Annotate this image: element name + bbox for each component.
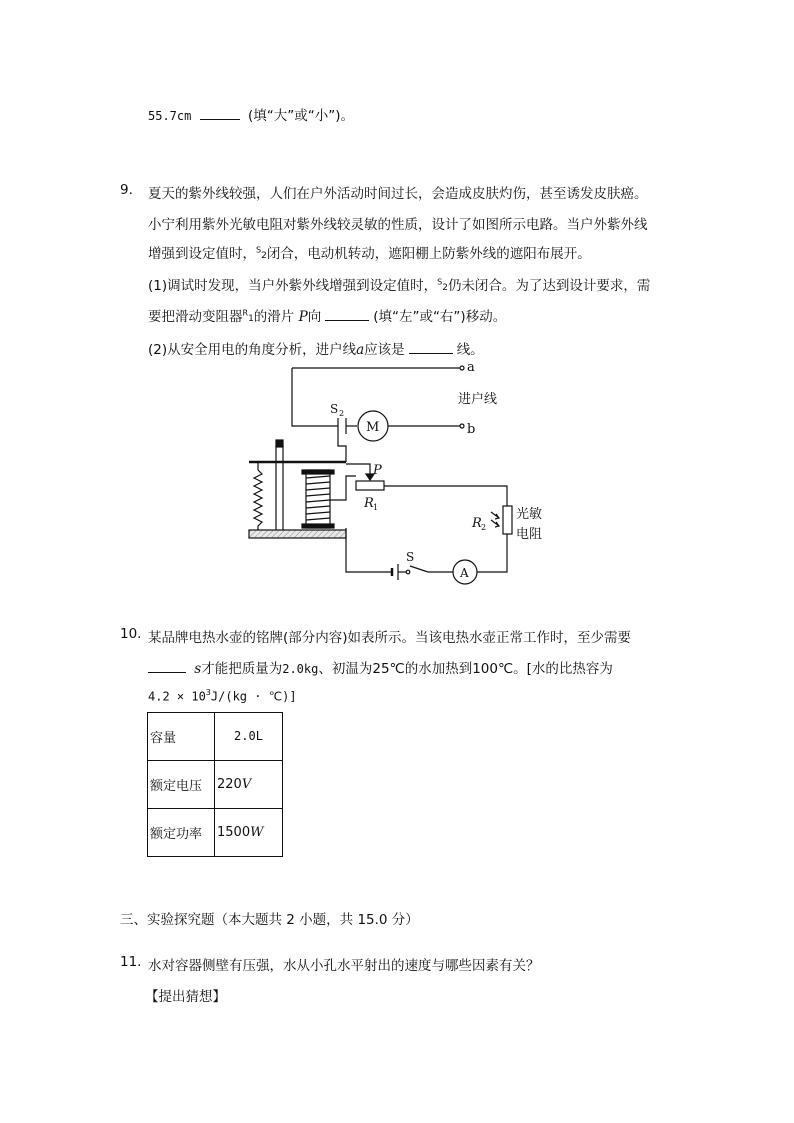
q9-number: 9. (120, 182, 133, 198)
label-s2-sub: 2 (339, 409, 345, 418)
table-value: 220V (215, 761, 283, 809)
q10-line1: 某品牌电热水壶的铭牌(部分内容)如表所示。当该电热水壶正常工作时，至少需要 (148, 630, 632, 646)
terminal-b (460, 424, 464, 428)
label-ammeter: A (460, 566, 469, 580)
label-b: b (467, 422, 476, 437)
q10-mass: 2.0kg (282, 662, 319, 676)
q9-p-symbol: P (298, 309, 308, 325)
q9-line3-pre: 增强到设定值时， (148, 246, 256, 262)
table-key: 容量 (148, 713, 215, 761)
q10-answer-blank[interactable] (148, 660, 186, 673)
terminal-a (460, 366, 464, 370)
label-photo-1: 光敏 (516, 507, 543, 522)
q9-sub1b-post: (填“左”或“右”)移动。 (373, 309, 507, 325)
label-photo-2: 电阻 (516, 527, 543, 542)
label-inlet: 进户线 (458, 392, 498, 407)
q8-value: 55.7cm (148, 109, 192, 123)
q10-c-value: 4.2 × 10 (148, 689, 206, 704)
q10-unit-s: s (194, 661, 202, 677)
q9-r1-sub: 1 (248, 314, 254, 324)
q9-line3-post: 闭合，电动机转动，遮阳棚上防紫外线的遮阳布展开。 (266, 246, 591, 262)
table-row (148, 761, 283, 809)
label-s: S (406, 550, 415, 564)
q10-line3 (148, 688, 297, 705)
q10-line2 (148, 657, 613, 677)
q9-line2: 小宁利用紫外光敏电阻对紫外线较灵敏的性质，设计了如图所示电路。当户外紫外线 (148, 217, 648, 233)
q10-c-exp: 3 (205, 688, 211, 697)
label-r1: R (364, 496, 374, 511)
r1-resistor (356, 481, 384, 490)
label-r2: R (472, 516, 482, 531)
r2-photoresistor (503, 506, 512, 534)
table-value: 1500W (215, 809, 283, 857)
q10-line2-c: 的水加热到 (404, 661, 473, 677)
label-a: a (467, 360, 475, 375)
label-r2-sub: 2 (481, 523, 487, 532)
label-s2: S (330, 402, 339, 416)
q9-sub2-post: 应该是 (364, 342, 405, 358)
q9-sub1-s2: S (437, 277, 443, 287)
q8-hint: (填“大”或“小”)。 (247, 108, 354, 124)
table-row (148, 713, 283, 761)
label-m: M (366, 420, 380, 435)
q9-sub2-pre: (2)从安全用电的角度分析，进户线 (148, 342, 357, 358)
section-title: 三、实验探究题（本大题共 2 小题，共 15.0 分） (120, 912, 419, 928)
q10-c-unit: J/(kg · ℃)] (210, 689, 297, 704)
label-p: P (373, 463, 382, 478)
q9-r1-symbol: R (242, 308, 249, 318)
q9-a-symbol: a (356, 342, 365, 358)
table-value: 2.0L (215, 713, 283, 761)
label-r1-sub: 1 (373, 503, 379, 512)
q10-line2-d: 。[水的比热容为 (513, 661, 613, 677)
q11-line2: 【提出猜想】 (145, 989, 226, 1005)
switch-s (410, 566, 428, 572)
spec-table (147, 712, 283, 857)
table-key: 额定电压 (148, 761, 215, 809)
q9-sub2-end: 线。 (456, 342, 484, 358)
q9-sub1-pre: (1)调试时发现，当户外紫外线增强到设定值时， (148, 278, 438, 294)
q10-t1: 100℃ (472, 661, 514, 677)
q9-sub1-post: 仍未闭合。为了达到设计要求，需 (447, 278, 651, 294)
q11-number: 11. (120, 954, 142, 970)
spring (254, 470, 262, 530)
q9-sub1b-dir: 向 (307, 309, 322, 325)
q9-sub1b-mid: 的滑片 (253, 309, 295, 325)
q10-line2-b: 、初温为 (318, 661, 373, 677)
q11-line1: 水对容器侧壁有压强，水从小孔水平射出的速度与哪些因素有关？ (148, 958, 540, 974)
q9-sub1-s2-sub: 2 (442, 283, 448, 293)
q9-line1: 夏天的紫外线较强，人们在户外活动时间过长，会造成皮肤灼伤，甚至诱发皮肤癌。 (148, 186, 648, 202)
q9-s2-sub: 2 (261, 251, 267, 261)
q9-sub1b-pre: 要把滑动变阻器 (148, 309, 243, 325)
wire-left-s2 (292, 368, 338, 426)
q10-line2-a: 才能把质量为 (201, 661, 283, 677)
relay-base (249, 530, 346, 538)
table-row (148, 809, 283, 857)
q10-number: 10. (120, 626, 142, 642)
q10-t0: 25℃ (372, 661, 405, 677)
q9-s2-symbol: S (256, 245, 262, 255)
table-key: 额定功率 (148, 809, 215, 857)
